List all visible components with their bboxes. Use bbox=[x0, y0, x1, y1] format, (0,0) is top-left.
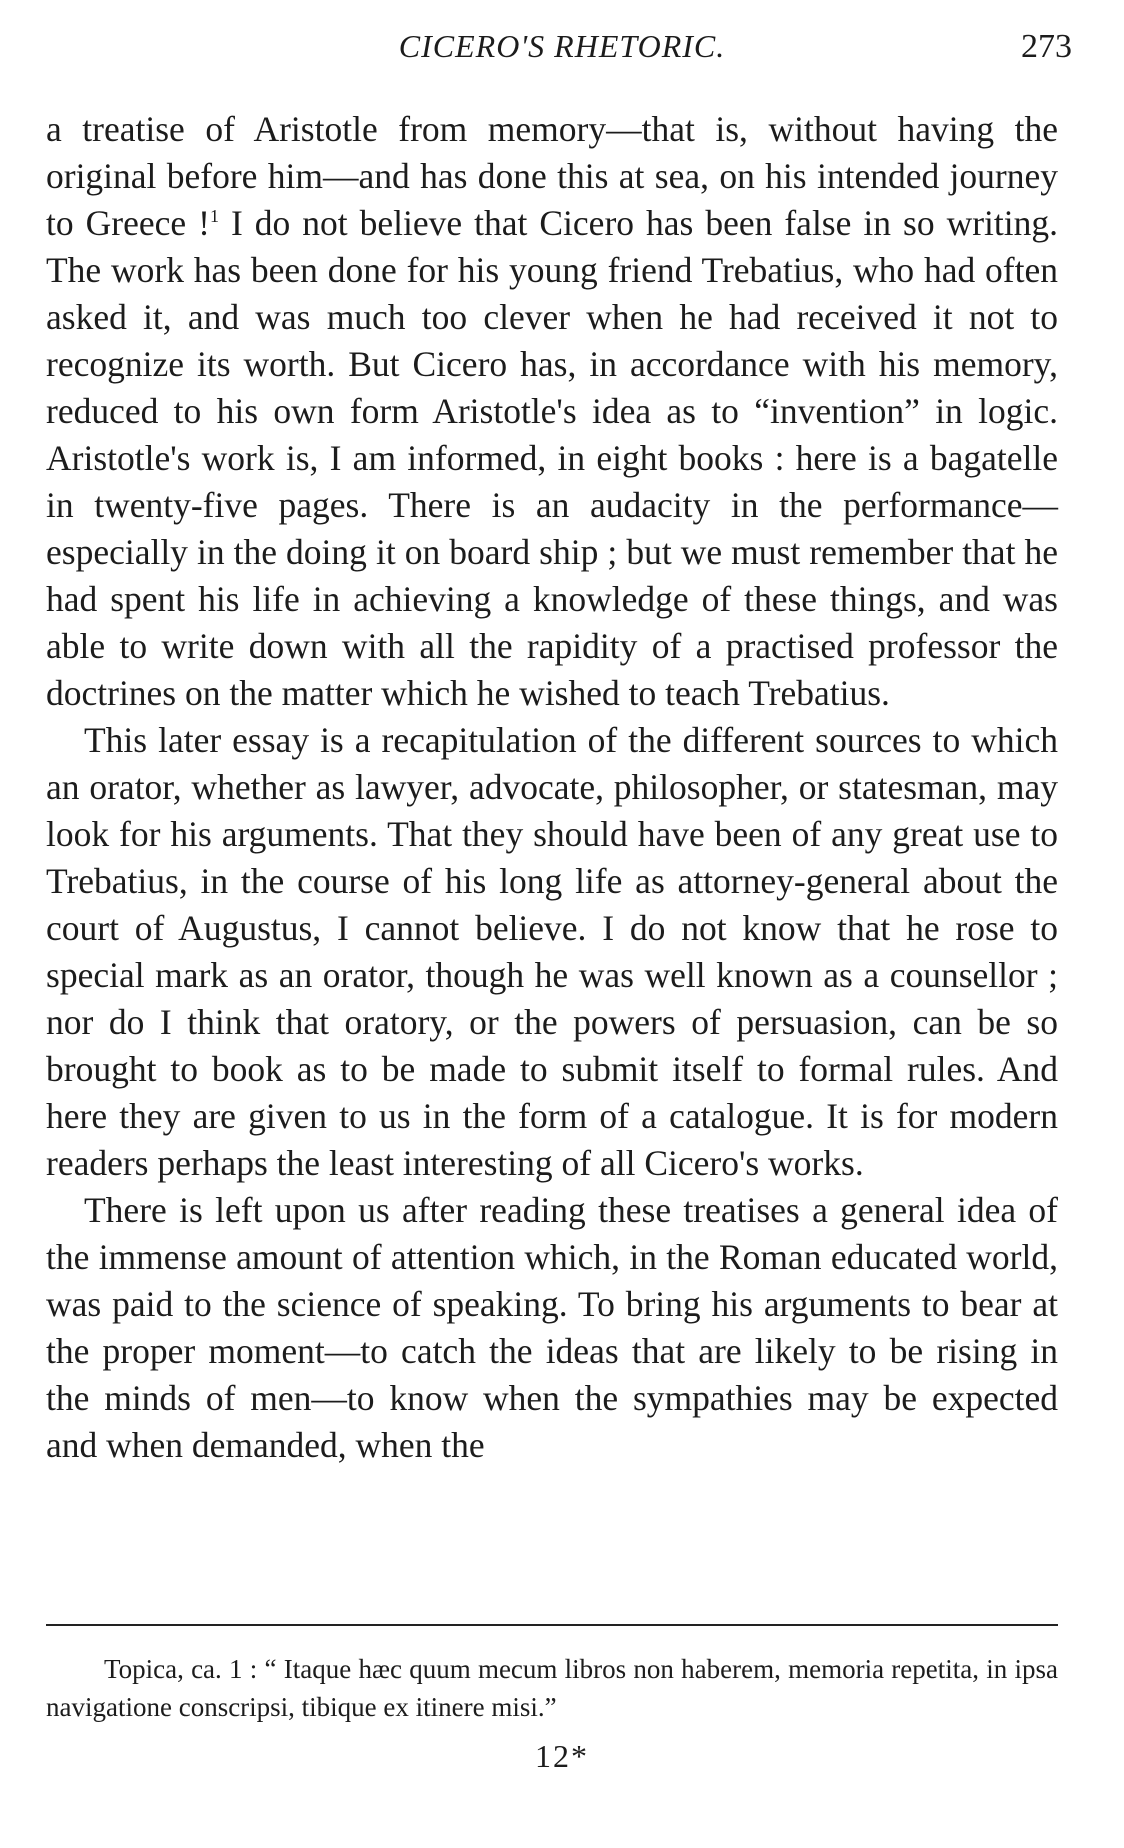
footnote-divider bbox=[46, 1624, 1058, 1626]
paragraph-text: I do not believe that Cicero has been false in so writing. The work has been done for his young friend Trebatius, who had often asked it, and was much too clever when he had received it not to recognize its worth. But Cicero has, in accordance with his memory, reduced to his own form Aristotle's idea as to “invention” in logic. Aristotle's work is, I am informed, in eight books : here is a bagatelle in twenty-five pages. There is an audacity in the performance—especially in the doing it on board ship ; but we must remember that he had spent his life in achieving a knowledge of these things, and was able to write down with all the rapidity of a practised professor the doctrines on the matter which he wished to teach Trebatius. bbox=[46, 203, 1058, 713]
running-head bbox=[52, 28, 1072, 78]
signature-mark: 12* bbox=[535, 1738, 589, 1774]
running-title: CICERO'S RHETORIC. bbox=[398, 28, 726, 64]
paragraph-text: a treatise of Aristotle from memory—that is, without having the original before him—and has done this at sea, on his intended journey to Greece ! bbox=[46, 109, 1058, 243]
footnote-marker: 1 bbox=[209, 206, 219, 227]
page-number: 273 bbox=[1021, 28, 1072, 65]
paragraph bbox=[46, 106, 1058, 717]
footnote: Topica, ca. 1 : “ Itaque hæc quum mecum libros non haberem, memoria repetita, in ipsa navigatione conscripsi, tibique ex itinere misi.” bbox=[46, 1654, 1058, 1722]
body-text bbox=[46, 106, 1058, 1469]
paragraph: This later essay is a recapitulation of the different sources to which an orator, whether as lawyer, advocate, philosopher, or statesman, may look for his arguments. That they should have been of any great use to Trebatius, in the course of his long life as attorney-general about the court of Augustus, I cannot believe. I do not know that he rose to special mark as an orator, though he was well known as a counsellor ; nor do I think that oratory, or the powers of persuasion, can be so brought to book as to be made to submit itself to formal rules. And here they are given to us in the form of a catalogue. It is for modern readers perhaps the least interesting of all Cicero's works. bbox=[46, 720, 1058, 1183]
paragraph: There is left upon us after reading these treatises a general idea of the immense amount of attention which, in the Roman educated world, was paid to the science of speaking. To bring his arguments to bear at the proper moment—to catch the ideas that are likely to be rising in the minds of men—to know when the sympathies may be expected and when demanded, when the bbox=[46, 1190, 1058, 1465]
